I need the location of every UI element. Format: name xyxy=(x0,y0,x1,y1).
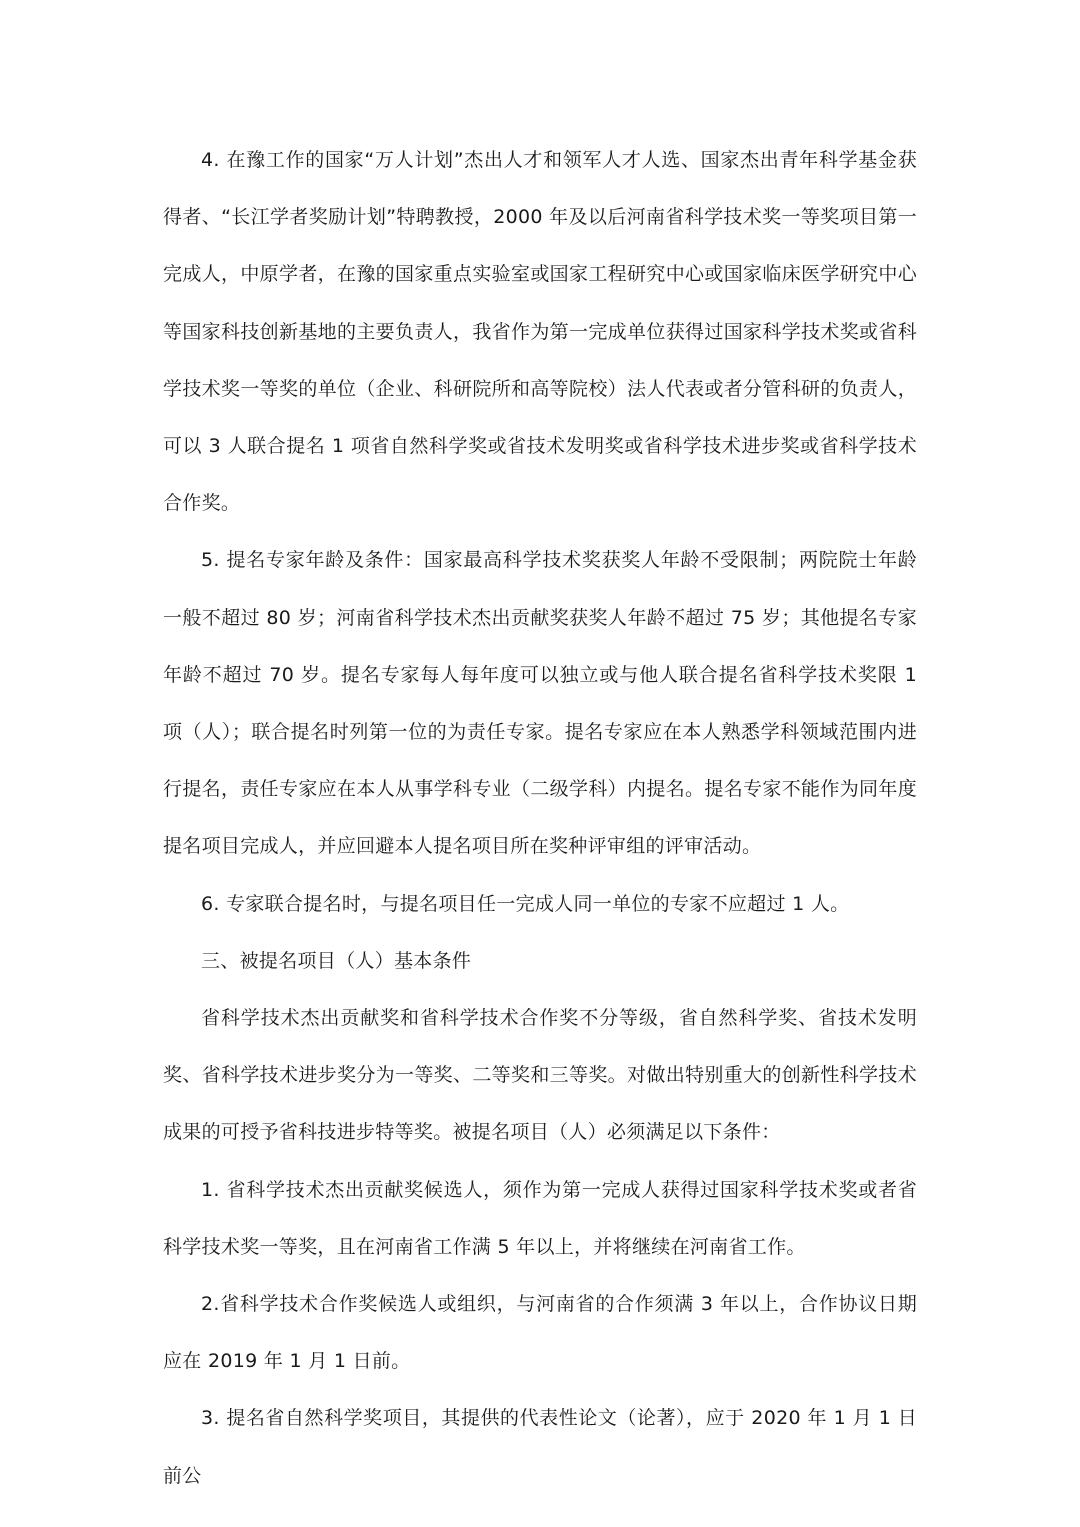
condition-item-2: 2.省科学技术合作奖候选人或组织，与河南省的合作须满 3 年以上，合作协议日期应在 2019 年 1 月 1 日前。 xyxy=(163,1293,917,1373)
paragraph-item-4: 4. 在豫工作的国家“万人计划”杰出人才和领军人才人选、国家杰出青年科学基金获得者、“长江学者奖励计划”特聘教授，2000 年及以后河南省科学技术奖一等奖项目第一完成人，中原学者，在豫的国家重点实验室或国家工程研究中心或国家临床医学研究中心等国家科技创新基地的主要负责人，我省作为第一完成单位获得过国家科学技术奖或省科学技术奖一等奖的单位（企业、科研院所和高等院校）法人代表或者分管科研的负责人，可以 3 人联合提名 1 项省自然科学奖或省技术发明奖或省科学技术进步奖或省科学技术合作奖。 xyxy=(163,149,917,515)
paragraph-item-6: 6. 专家联合提名时，与提名项目任一完成人同一单位的专家不应超过 1 人。 xyxy=(201,892,850,915)
section-intro-paragraph: 省科学技术杰出贡献奖和省科学技术合作奖不分等级，省自然科学奖、省技术发明奖、省科学技术进步奖分为一等奖、二等奖和三等奖。对做出特别重大的创新性科学技术成果的可授予省科技进步特等奖。被提名项目（人）必须满足以下条件： xyxy=(163,1007,917,1144)
section-heading-3: 三、被提名项目（人）基本条件 xyxy=(201,949,472,972)
paragraph-item-5: 5. 提名专家年龄及条件：国家最高科学技术奖获奖人年龄不受限制；两院院士年龄一般不超过 80 岁；河南省科学技术杰出贡献奖获奖人年龄不超过 75 岁；其他提名专家年龄不超过 70 岁。提名专家每人每年度可以独立或与他人联合提名省科学技术奖限 1 项（人）；联合提名时列第一位的为责任专家。提名专家应在本人熟悉学科领域范围内进行提名，责任专家应在本人从事学科专业（二级学科）内提名。提名专家不能作为同年度提名项目完成人，并应回避本人提名项目所在奖种评审组的评审活动。 xyxy=(163,549,917,858)
document-page xyxy=(163,132,917,1505)
condition-item-1: 1. 省科学技术杰出贡献奖候选人，须作为第一完成人获得过国家科学技术奖或者省科学技术奖一等奖，且在河南省工作满 5 年以上，并将继续在河南省工作。 xyxy=(163,1178,917,1258)
condition-item-3: 3. 提名省自然科学奖项目，其提供的代表性论文（论著），应于 2020 年 1 月 1 日前公 xyxy=(163,1407,917,1487)
